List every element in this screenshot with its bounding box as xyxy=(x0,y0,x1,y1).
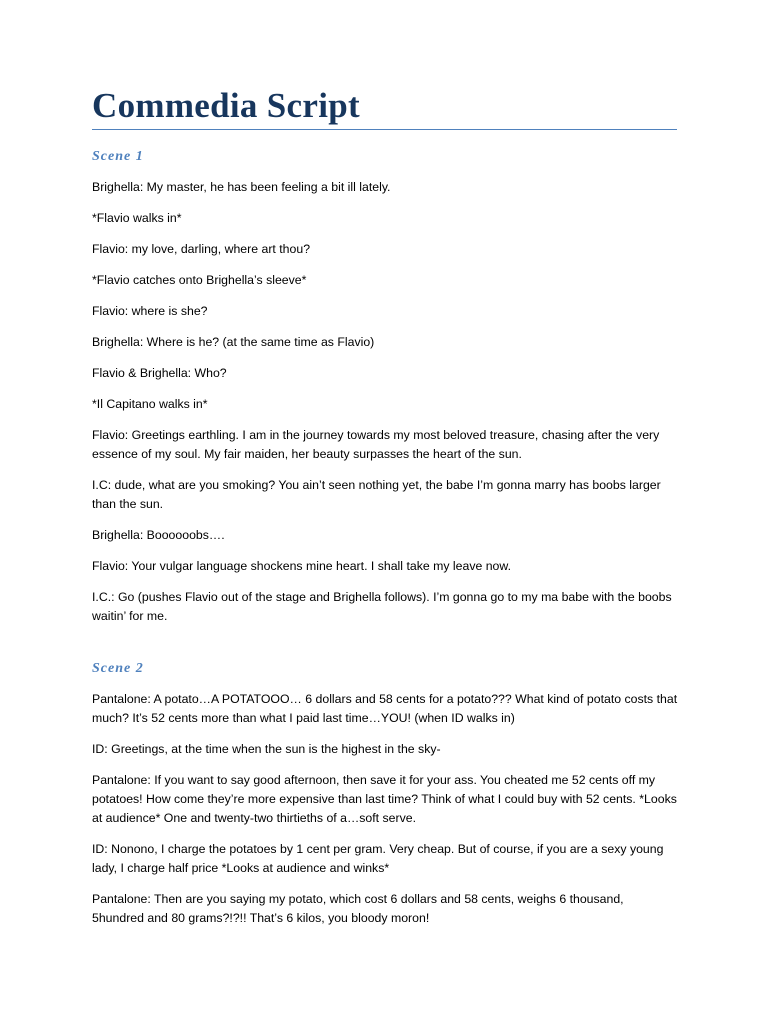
script-line: Flavio: where is she? xyxy=(92,304,208,318)
script-line: Brighella: My master, he has been feeling a bit ill lately. xyxy=(92,180,391,194)
document-page xyxy=(92,86,682,940)
stage-direction: *Flavio walks in* xyxy=(92,211,182,225)
script-line: ID: Nonono, I charge the potatoes by 1 cent per gram. Very cheap. But of course, if you are a sexy young lady, I charge half price *Looks at audience and winks* xyxy=(92,842,664,875)
stage-direction: *Flavio catches onto Brighella’s sleeve* xyxy=(92,273,307,287)
script-line: Flavio: my love, darling, where art thou? xyxy=(92,242,311,256)
scene-1-lines xyxy=(92,178,682,626)
scene-heading: Scene 2 xyxy=(92,661,144,676)
stage-direction: *Il Capitano walks in* xyxy=(92,397,208,411)
script-line: Flavio: Greetings earthling. I am in the journey towards my most beloved treasure, chasing after the very essence of my soul. My fair maiden, her beauty surpasses the heart of the sun. xyxy=(92,428,660,461)
script-line: Brighella: Boooooobs…. xyxy=(92,528,225,542)
scene-heading: Scene 1 xyxy=(92,149,144,164)
script-line: I.C: dude, what are you smoking? You ain’t seen nothing yet, the babe I’m gonna marry has boobs larger than the sun. xyxy=(92,478,661,511)
script-line: Pantalone: If you want to say good afternoon, then save it for your ass. You cheated me 52 cents off my potatoes! How come they’re more expensive than last time? Think of what I could buy with 52 cents. *Looks at audience* One and twenty-two thirtieths of a…soft serve. xyxy=(92,773,677,825)
script-line: Flavio: Your vulgar language shockens mine heart. I shall take my leave now. xyxy=(92,559,512,573)
script-line: Brighella: Where is he? (at the same time as Flavio) xyxy=(92,335,375,349)
script-line: ID: Greetings, at the time when the sun is the highest in the sky- xyxy=(92,742,441,756)
document-title: Commedia Script xyxy=(92,86,677,130)
scene-2-lines xyxy=(92,690,682,928)
script-line: Pantalone: Then are you saying my potato, which cost 6 dollars and 58 cents, weighs 6 thousand, 5hundred and 80 grams?!?!! That’s 6 kilos, you bloody moron! xyxy=(92,892,624,925)
script-line: I.C.: Go (pushes Flavio out of the stage and Brighella follows). I’m gonna go to my ma babe with the boobs waitin’ for me. xyxy=(92,590,672,623)
script-line: Pantalone: A potato…A POTATOOO… 6 dollars and 58 cents for a potato??? What kind of potato costs that much? It’s 52 cents more than what I paid last time…YOU! (when ID walks in) xyxy=(92,692,678,725)
script-line: Flavio & Brighella: Who? xyxy=(92,366,227,380)
